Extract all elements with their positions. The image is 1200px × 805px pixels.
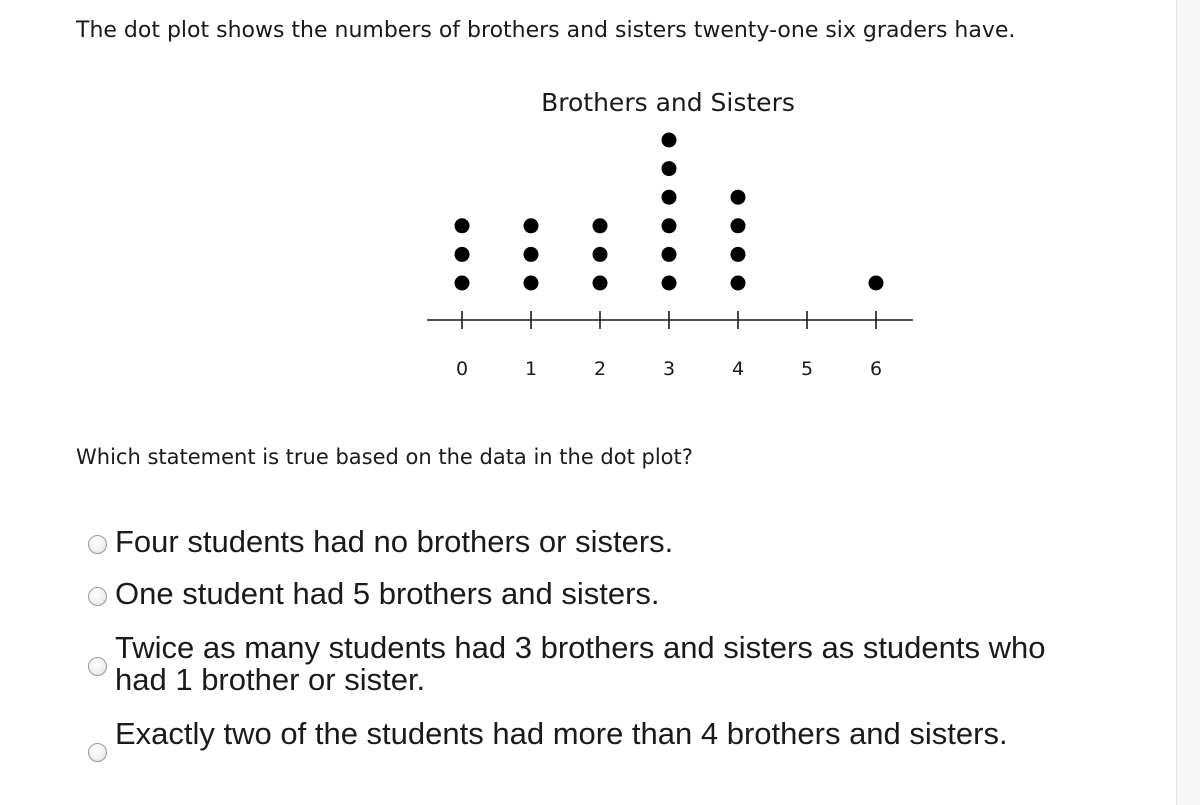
data-dot-6-1 <box>869 276 884 291</box>
choice-a-label: Four students had no brothers or sisters. <box>115 524 674 559</box>
choice-d[interactable] <box>88 718 1088 788</box>
data-dot-1-2 <box>524 247 539 262</box>
choice-c-label: Twice as many students had 3 brothers and sisters as students who had 1 brother or sister. <box>115 630 1046 697</box>
answer-choices <box>88 526 1088 788</box>
data-dot-1-1 <box>524 276 539 291</box>
data-dot-2-2 <box>593 247 608 262</box>
tick-label-2: 2 <box>593 358 607 380</box>
radio-button-d[interactable] <box>88 743 107 762</box>
tick-label-1: 1 <box>524 358 538 380</box>
number-line-tick-labels <box>456 358 882 380</box>
data-dot-4-3 <box>731 218 746 233</box>
scrollbar-track[interactable] <box>1176 0 1200 805</box>
tick-label-6: 6 <box>869 358 883 380</box>
chart-title: Brothers and Sisters <box>541 88 795 117</box>
data-dot-3-5 <box>662 161 677 176</box>
tick-label-0: 0 <box>455 358 469 380</box>
tick-label-4: 4 <box>731 358 745 380</box>
choice-c[interactable] <box>88 632 1088 718</box>
data-dot-1-3 <box>524 218 539 233</box>
choice-b-label: One student had 5 brothers and sisters. <box>115 576 660 611</box>
data-dot-3-6 <box>662 133 677 148</box>
choice-a[interactable] <box>88 526 1088 578</box>
data-dot-4-1 <box>731 276 746 291</box>
data-dot-3-4 <box>662 190 677 205</box>
tick-label-3: 3 <box>662 358 676 380</box>
tick-label-5: 5 <box>800 358 814 380</box>
data-dot-3-3 <box>662 218 677 233</box>
data-dot-0-3 <box>455 218 470 233</box>
data-dots <box>455 133 884 291</box>
choice-d-label: Exactly two of the students had more than 4 brothers and sisters. <box>115 716 1008 751</box>
data-dot-4-4 <box>731 190 746 205</box>
data-dot-2-1 <box>593 276 608 291</box>
data-dot-0-2 <box>455 247 470 262</box>
question-stem: Which statement is true based on the data in the dot plot? <box>76 445 693 469</box>
radio-button-a[interactable] <box>88 535 107 554</box>
data-dot-0-1 <box>455 276 470 291</box>
data-dot-3-2 <box>662 247 677 262</box>
data-dot-3-1 <box>662 276 677 291</box>
data-dot-2-3 <box>593 218 608 233</box>
choice-b[interactable] <box>88 578 1088 630</box>
data-dot-4-2 <box>731 247 746 262</box>
radio-button-c[interactable] <box>88 657 107 676</box>
radio-button-b[interactable] <box>88 587 107 606</box>
question-prompt: The dot plot shows the numbers of brothers and sisters twenty-one six graders have. <box>76 18 1016 43</box>
